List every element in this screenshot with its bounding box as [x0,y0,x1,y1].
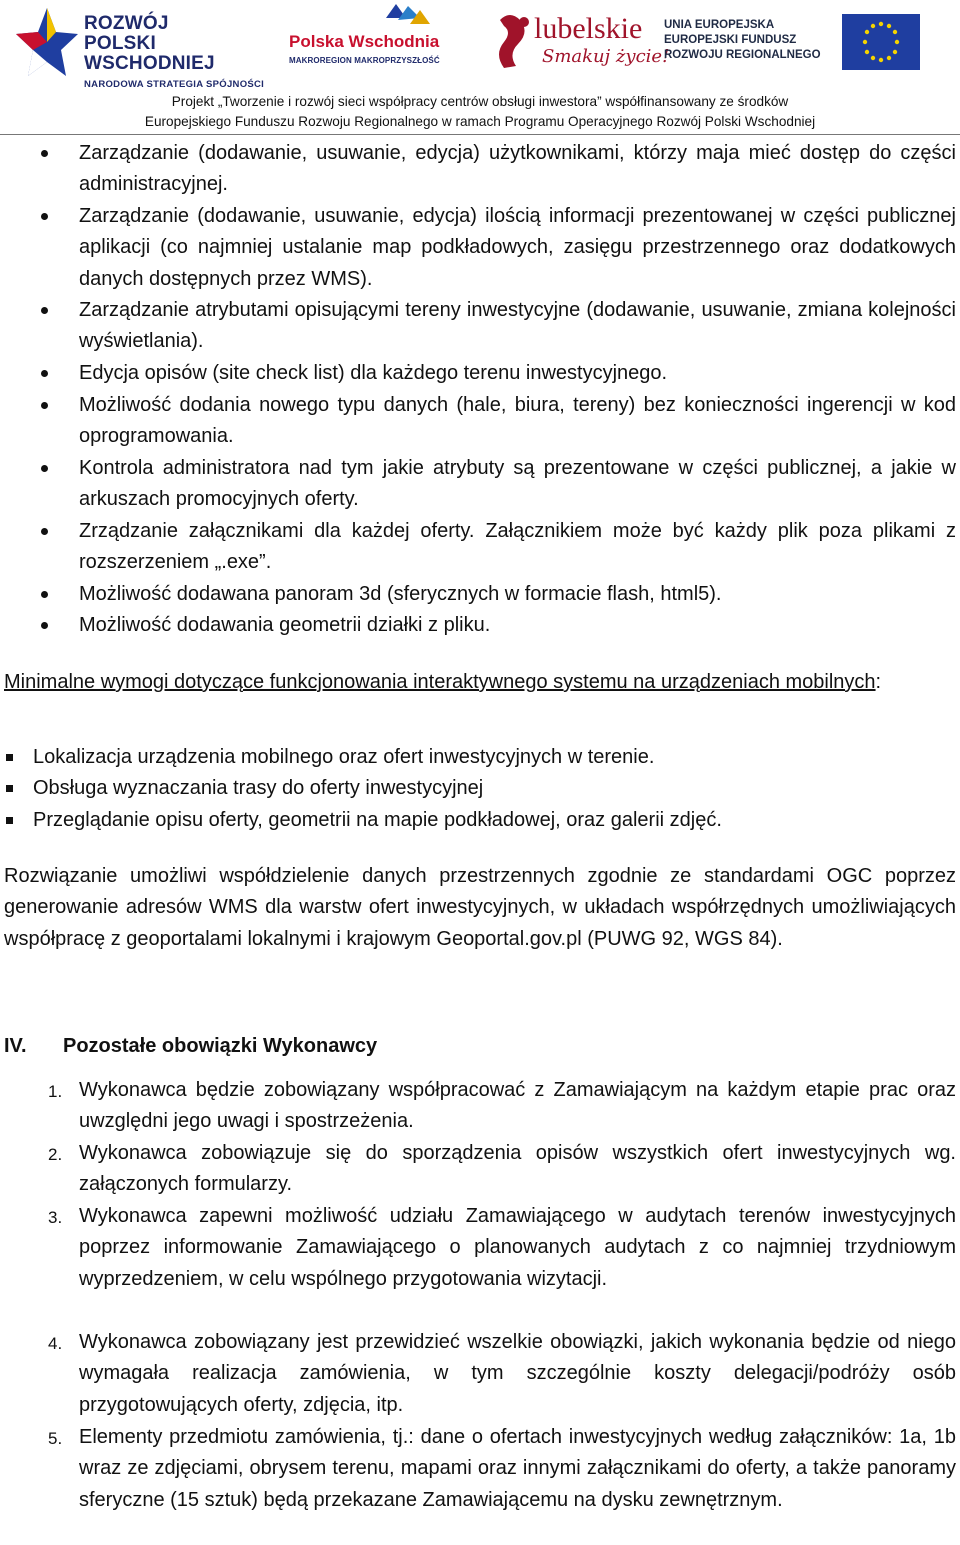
list-item: Przeglądanie opisu oferty, geometrii na mapie podkładowej, oraz galerii zdjęć. [33,809,722,831]
unia-europejska-logo [664,14,924,84]
list-number: 5. [48,1429,63,1448]
mobile-heading-colon: : [875,671,882,693]
list-item: Wykonawca zobowiązany jest przewidzieć wszelkie obowiązki, jakich wykonania będzie od niego wymagała realizacja zamówienia, w tym szczególnie koszty delegacji/podróży osób przygotowujących oferty, zdjęcia, itp. [79,1331,956,1416]
bullet-icon [41,213,48,220]
ue-text [664,18,821,63]
lubelskie-emblem-icon [490,10,536,72]
list-item: Zarządzanie (dodawanie, usuwanie, edycja) użytkownikami, którzy maja mieć dostęp do części administracyjnej. [79,142,956,196]
project-info [0,92,960,132]
eu-flag-icon [842,14,920,70]
mobile-requirements-heading [4,667,956,698]
logo2-line2: MAKROREGION MAKROPRZYSZŁOŚĆ [289,56,440,65]
logo3-line2: Smakuj życie! [542,46,670,67]
logo4-line1: UNIA EUROPEJSKA [664,19,775,31]
logo1-line2: POLSKI WSCHODNIEJ [84,33,215,74]
bullet-icon [41,150,48,157]
project-line2: Europejskiego Funduszu Rozwoju Regionalnego w ramach Programu Operacyjnego Rozwój Polski Wschodniej [144,114,816,129]
bullet-icon [41,307,48,314]
list-item: Możliwość dodawana panoram 3d (sferycznych w formacie flash, html5). [79,583,722,605]
bullet-icon [41,402,48,409]
logo4-line3: ROZWOJU REGIONALNEGO [664,49,821,61]
header-divider [0,134,960,135]
list-item: Możliwość dodawania geometrii działki z pliku. [79,614,491,636]
list-number: 2. [48,1145,63,1164]
list-item: Zarządzanie (dodawanie, usuwanie, edycja) ilością informacji prezentowanej w części publicznej aplikacji (co najmniej ustalanie map podkładowych, zasięgu przestrzennego oraz dodatkowych danych dostępnych przez WMS). [79,205,956,290]
list-item: Wykonawca będzie zobowiązany współpracować z Zamawiającym na każdym etapie prac oraz uwzględni jego uwagi i spostrzeżenia. [79,1079,956,1133]
logo2-line1: Polska Wschodnia [289,32,440,51]
arrows-logo-icon [284,4,470,34]
square-bullet-icon [6,817,13,824]
star-logo-icon [16,6,78,78]
section-title: Pozostałe obowiązki Wykonawcy [63,1035,378,1057]
polska-wschodnia-logo [284,4,470,84]
bullet-icon [41,591,48,598]
solution-paragraph: Rozwiązanie umożliwi współdzielenie danych przestrzennych zgodnie ze standardami OGC poprzez generowanie adresów WMS dla warstw ofert inwestycyjnych, w układach współrzędnych umożliwiających współpracę z geoportalami lokalnymi i krajowym Geoportal.gov.pl (PUWG 92, WGS 84). [4,865,956,950]
list-item: Wykonawca zobowiązuje się do sporządzenia opisów wszystkich ofert inwestycyjnych wg. załączonych formularzy. [79,1142,956,1196]
bullet-icon [41,528,48,535]
list-item: Kontrola administratora nad tym jakie atrybuty są prezentowane w części publicznej, a jakie w arkuszach promocyjnych oferty. [79,457,956,511]
logo4-line2: EUROPEJSKI FUNDUSZ [664,34,797,46]
mobile-heading-text: Minimalne wymogi dotyczące funkcjonowania interaktywnego systemu na urządzeniach mobilnych [4,671,876,693]
list-item: Wykonawca zapewni możliwość udziału Zamawiającego w audytach terenów inwestycyjnych poprzez informowanie Zamawiającego o planowanych audytach z co najmniej trzydniowym wyprzedzeniem, w celu wspólnego przygotowania wizytacji. [79,1205,956,1290]
bullet-icon [41,622,48,629]
rozwoj-polski-wschodniej-text [84,14,271,92]
list-item: Możliwość dodania nowego typu danych (hale, biura, tereny) bez konieczności ingerencji w kod oprogramowania. [79,394,956,448]
list-item: Obsługa wyznaczania trasy do oferty inwestycyjnej [33,777,484,799]
list-item: Elementy przedmiotu zamówienia, tj.: dane o ofertach inwestycyjnych według załączników: 1a, 1b wraz ze zdjęciami, obrysem terenu, mapami oraz innymi załącznikami do oferty, a także panoramy sferyczne (15 sztuk) będą przekazane Zamawiającemu na dysku zewnętrznym. [79,1426,956,1511]
list-item: Edycja opisów (site check list) dla każdego terenu inwestycyjnego. [79,362,668,384]
list-item: Lokalizacja urządzenia mobilnego oraz ofert inwestycyjnych w terenie. [33,746,655,768]
rozwoj-polski-wschodniej-logo [6,2,271,90]
list-number: 3. [48,1208,63,1227]
bullet-icon [41,370,48,377]
list-number: 4. [48,1334,63,1353]
section-number: IV. [4,1035,27,1057]
logo3-line1: lubelskie [534,12,643,45]
list-item: Zrządzanie załącznikami dla każdej oferty. Załącznikiem może być każdy plik poza plikami z rozszerzeniem „.exe”. [79,520,956,574]
lubelskie-logo [490,6,670,86]
square-bullet-icon [6,785,13,792]
list-number: 1. [48,1082,63,1101]
logo1-line1: ROZWÓJ [84,13,169,34]
project-line1: Projekt „Tworzenie i rozwój sieci współpracy centrów obsługi inwestora” współfinansowany ze środków [171,94,789,109]
bullet-icon [41,465,48,472]
square-bullet-icon [6,754,13,761]
logo1-line3: NARODOWA STRATEGIA SPÓJNOŚCI [84,79,265,90]
list-item: Zarządzanie atrybutami opisującymi tereny inwestycyjne (dodawanie, usuwanie, zmiana kolejności wyświetlania). [79,299,956,353]
